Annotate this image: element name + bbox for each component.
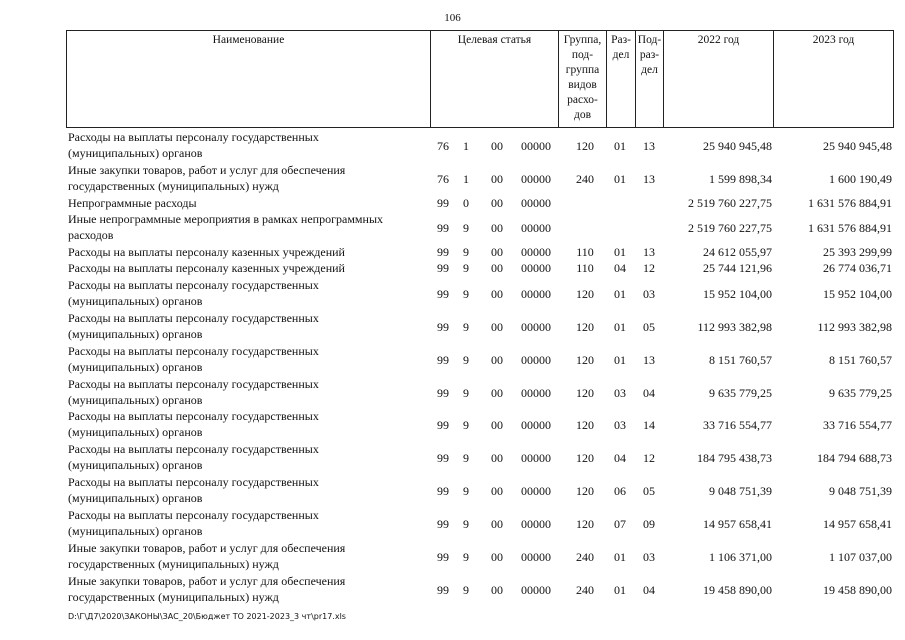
cell-grp: 240 — [576, 172, 594, 186]
cell-v2022: 33 716 554,77 — [703, 418, 772, 432]
header-name: Наименование — [67, 31, 431, 127]
cell-v2023: 1 600 190,49 — [829, 172, 892, 186]
cell-p1: 99 — [437, 196, 449, 210]
cell-sec: 07 — [614, 517, 626, 531]
cell-sub: 13 — [643, 245, 655, 259]
cell-grp: 120 — [576, 418, 594, 432]
cell-p4: 00000 — [521, 320, 551, 334]
row-name-line: (муниципальных) органов — [68, 425, 203, 439]
cell-p3: 00 — [491, 245, 503, 259]
cell-p1: 99 — [437, 386, 449, 400]
cell-sub: 03 — [643, 287, 655, 301]
cell-sec: 01 — [614, 583, 626, 597]
header-section-line: Раз- — [611, 34, 631, 46]
cell-p1: 99 — [437, 261, 449, 275]
cell-v2023: 184 794 688,73 — [817, 451, 892, 465]
header-group-line: дов — [573, 109, 592, 121]
row-name — [68, 408, 428, 440]
cell-sec: 01 — [614, 139, 626, 153]
cell-p1: 99 — [437, 517, 449, 531]
cell-p1: 99 — [437, 245, 449, 259]
cell-v2023: 19 458 890,00 — [823, 583, 892, 597]
cell-sub: 12 — [643, 261, 655, 275]
cell-sec: 04 — [614, 261, 626, 275]
cell-p4: 00000 — [521, 139, 551, 153]
cell-p3: 00 — [491, 261, 503, 275]
cell-p1: 99 — [437, 353, 449, 367]
cell-sec: 01 — [614, 320, 626, 334]
row-name-line: (муниципальных) органов — [68, 393, 203, 407]
row-name-line: Расходы на выплаты персоналу государственных — [68, 409, 319, 423]
cell-v2022: 9 635 779,25 — [709, 386, 772, 400]
cell-p2: 0 — [463, 196, 469, 210]
cell-p1: 99 — [437, 583, 449, 597]
cell-p3: 00 — [491, 550, 503, 564]
cell-grp: 120 — [576, 484, 594, 498]
row-name-line: Расходы на выплаты персоналу государственных — [68, 442, 319, 456]
header-group-line: расхо- — [567, 94, 598, 106]
cell-v2023: 25 940 945,48 — [823, 139, 892, 153]
cell-p1: 76 — [437, 172, 449, 186]
row-name-line: Иные закупки товаров, работ и услуг для обеспечения — [68, 574, 346, 588]
cell-p2: 9 — [463, 320, 469, 334]
cell-sub: 05 — [643, 320, 655, 334]
cell-p4: 00000 — [521, 583, 551, 597]
cell-v2022: 15 952 104,00 — [703, 287, 772, 301]
cell-p3: 00 — [491, 583, 503, 597]
row-name — [68, 162, 428, 194]
row-name — [68, 244, 428, 260]
cell-p2: 9 — [463, 550, 469, 564]
row-name-line: (муниципальных) органов — [68, 524, 203, 538]
row-name-line: Иные закупки товаров, работ и услуг для обеспечения — [68, 541, 346, 555]
cell-sec: 01 — [614, 353, 626, 367]
header-section — [607, 31, 636, 127]
cell-v2022: 2 519 760 227,75 — [688, 221, 772, 235]
cell-v2022: 8 151 760,57 — [709, 353, 772, 367]
row-name-line: государственных (муниципальных) нужд — [68, 557, 279, 571]
header-target: Целевая статья — [431, 31, 559, 127]
cell-v2023: 25 393 299,99 — [823, 245, 892, 259]
header-group-line: видов — [568, 79, 597, 91]
row-name-line: Расходы на выплаты персоналу казенных учреждений — [68, 245, 345, 259]
cell-p2: 9 — [463, 517, 469, 531]
cell-v2022: 14 957 658,41 — [703, 517, 772, 531]
cell-p2: 9 — [463, 484, 469, 498]
cell-v2023: 8 151 760,57 — [829, 353, 892, 367]
cell-v2022: 1 106 371,00 — [709, 550, 772, 564]
cell-p4: 00000 — [521, 550, 551, 564]
row-name-line: государственных (муниципальных) нужд — [68, 179, 279, 193]
row-name-line: Расходы на выплаты персоналу государственных — [68, 130, 319, 144]
cell-sub: 05 — [643, 484, 655, 498]
cell-p2: 9 — [463, 418, 469, 432]
header-section-line: дел — [612, 49, 630, 61]
header-group-line: группа — [565, 64, 600, 76]
header-subsection — [636, 31, 664, 127]
cell-grp: 110 — [576, 245, 594, 259]
header-2023: 2023 год — [812, 34, 855, 46]
cell-p3: 00 — [491, 386, 503, 400]
header-2022: 2022 год — [664, 31, 774, 127]
cell-v2023: 1 107 037,00 — [829, 550, 892, 564]
cell-p3: 00 — [491, 484, 503, 498]
header-subsection-line: Под- — [637, 34, 662, 46]
cell-v2022: 184 795 438,73 — [697, 451, 772, 465]
cell-p4: 00000 — [521, 386, 551, 400]
cell-grp: 120 — [576, 386, 594, 400]
cell-grp: 240 — [576, 550, 594, 564]
cell-sub: 12 — [643, 451, 655, 465]
cell-v2022: 25 744 121,96 — [703, 261, 772, 275]
cell-sec: 03 — [614, 386, 626, 400]
cell-p3: 00 — [491, 172, 503, 186]
cell-grp: 120 — [576, 517, 594, 531]
cell-p3: 00 — [491, 451, 503, 465]
cell-p3: 00 — [491, 418, 503, 432]
cell-p4: 00000 — [521, 261, 551, 275]
header-group-line: Группа, — [563, 34, 602, 46]
row-name — [68, 195, 428, 211]
cell-sec: 04 — [614, 451, 626, 465]
cell-p4: 00000 — [521, 451, 551, 465]
row-name-line: (муниципальных) органов — [68, 458, 203, 472]
row-name — [68, 540, 428, 572]
row-name — [68, 310, 428, 342]
cell-sub: 04 — [643, 583, 655, 597]
cell-sec: 06 — [614, 484, 626, 498]
cell-sub: 03 — [643, 550, 655, 564]
cell-p3: 00 — [491, 287, 503, 301]
row-name-line: расходов — [68, 228, 114, 242]
row-name-line: Иные закупки товаров, работ и услуг для обеспечения — [68, 163, 346, 177]
cell-p3: 00 — [491, 139, 503, 153]
cell-p2: 1 — [463, 172, 469, 186]
cell-v2023: 26 774 036,71 — [823, 261, 892, 275]
file-path-footer: D:\Г\Д7\2020\ЗАКОНЫ\ЗАС_20\Бюджет ТО 2021-2023_3 чт\pr17.xls — [68, 612, 346, 621]
cell-p4: 00000 — [521, 287, 551, 301]
cell-p2: 9 — [463, 221, 469, 235]
cell-p4: 00000 — [521, 353, 551, 367]
row-name-line: (муниципальных) органов — [68, 146, 203, 160]
row-name-line: Расходы на выплаты персоналу казенных учреждений — [68, 261, 345, 275]
row-name-line: Иные непрограммные мероприятия в рамках непрограммных — [68, 212, 384, 226]
cell-p3: 00 — [491, 196, 503, 210]
cell-v2022: 9 048 751,39 — [709, 484, 772, 498]
cell-v2022: 24 612 055,97 — [703, 245, 772, 259]
cell-v2023: 112 993 382,98 — [817, 320, 892, 334]
cell-sec: 01 — [614, 287, 626, 301]
cell-sub: 13 — [643, 172, 655, 186]
cell-p2: 9 — [463, 245, 469, 259]
cell-p4: 00000 — [521, 517, 551, 531]
row-name — [68, 376, 428, 408]
row-name-line: (муниципальных) органов — [68, 327, 203, 341]
cell-p1: 76 — [437, 139, 449, 153]
cell-v2022: 19 458 890,00 — [703, 583, 772, 597]
cell-p2: 9 — [463, 353, 469, 367]
cell-v2023: 15 952 104,00 — [823, 287, 892, 301]
page-number: 106 — [444, 12, 461, 24]
cell-v2023: 9 048 751,39 — [829, 484, 892, 498]
cell-grp: 120 — [576, 287, 594, 301]
cell-p3: 00 — [491, 517, 503, 531]
row-name-line: (муниципальных) органов — [68, 294, 203, 308]
cell-v2023: 33 716 554,77 — [823, 418, 892, 432]
header-subsection-line: раз- — [639, 49, 660, 61]
row-name — [68, 129, 428, 161]
row-name — [68, 573, 428, 605]
row-name — [68, 277, 428, 309]
cell-p1: 99 — [437, 221, 449, 235]
row-name — [68, 441, 428, 473]
cell-sec: 01 — [614, 245, 626, 259]
cell-p2: 9 — [463, 451, 469, 465]
cell-p4: 00000 — [521, 172, 551, 186]
row-name-line: Расходы на выплаты персоналу государственных — [68, 278, 319, 292]
cell-p4: 00000 — [521, 484, 551, 498]
cell-p2: 9 — [463, 583, 469, 597]
cell-sec: 01 — [614, 172, 626, 186]
row-name-line: (муниципальных) органов — [68, 360, 203, 374]
row-name-line: Расходы на выплаты персоналу государственных — [68, 508, 319, 522]
cell-v2023: 14 957 658,41 — [823, 517, 892, 531]
cell-p1: 99 — [437, 484, 449, 498]
cell-grp: 110 — [576, 261, 594, 275]
row-name-line: Расходы на выплаты персоналу государственных — [68, 475, 319, 489]
cell-grp: 120 — [576, 320, 594, 334]
cell-sub: 13 — [643, 139, 655, 153]
cell-p3: 00 — [491, 320, 503, 334]
cell-p1: 99 — [437, 451, 449, 465]
cell-p1: 99 — [437, 418, 449, 432]
cell-p1: 99 — [437, 287, 449, 301]
row-name-line: (муниципальных) органов — [68, 491, 203, 505]
cell-v2022: 1 599 898,34 — [709, 172, 772, 186]
cell-v2022: 25 940 945,48 — [703, 139, 772, 153]
row-name-line: Непрограммные расходы — [68, 196, 197, 210]
cell-v2022: 112 993 382,98 — [697, 320, 772, 334]
row-name — [68, 211, 428, 243]
cell-p4: 00000 — [521, 245, 551, 259]
cell-p2: 9 — [463, 261, 469, 275]
cell-sub: 04 — [643, 386, 655, 400]
row-name-line: Расходы на выплаты персоналу государственных — [68, 377, 319, 391]
row-name-line: Расходы на выплаты персоналу государственных — [68, 344, 319, 358]
row-name — [68, 507, 428, 539]
row-name-line: Расходы на выплаты персоналу государственных — [68, 311, 319, 325]
cell-sec: 03 — [614, 418, 626, 432]
header-group-line: под- — [571, 49, 594, 61]
cell-v2023: 1 631 576 884,91 — [808, 196, 892, 210]
cell-p1: 99 — [437, 320, 449, 334]
cell-p2: 1 — [463, 139, 469, 153]
cell-v2023: 9 635 779,25 — [829, 386, 892, 400]
cell-sub: 14 — [643, 418, 655, 432]
cell-p4: 00000 — [521, 221, 551, 235]
cell-p1: 99 — [437, 550, 449, 564]
cell-p2: 9 — [463, 386, 469, 400]
row-name-line: государственных (муниципальных) нужд — [68, 590, 279, 604]
cell-p4: 00000 — [521, 418, 551, 432]
header-group — [559, 31, 607, 127]
table-header — [66, 30, 894, 128]
cell-v2023: 1 631 576 884,91 — [808, 221, 892, 235]
row-name — [68, 260, 428, 276]
cell-sec: 01 — [614, 550, 626, 564]
cell-grp: 120 — [576, 353, 594, 367]
cell-grp: 240 — [576, 583, 594, 597]
cell-p4: 00000 — [521, 196, 551, 210]
row-name — [68, 474, 428, 506]
cell-sub: 09 — [643, 517, 655, 531]
cell-v2022: 2 519 760 227,75 — [688, 196, 772, 210]
row-name — [68, 343, 428, 375]
cell-p3: 00 — [491, 221, 503, 235]
cell-p3: 00 — [491, 353, 503, 367]
cell-grp: 120 — [576, 451, 594, 465]
cell-sub: 13 — [643, 353, 655, 367]
cell-grp: 120 — [576, 139, 594, 153]
cell-p2: 9 — [463, 287, 469, 301]
header-subsection-line: дел — [641, 64, 658, 76]
